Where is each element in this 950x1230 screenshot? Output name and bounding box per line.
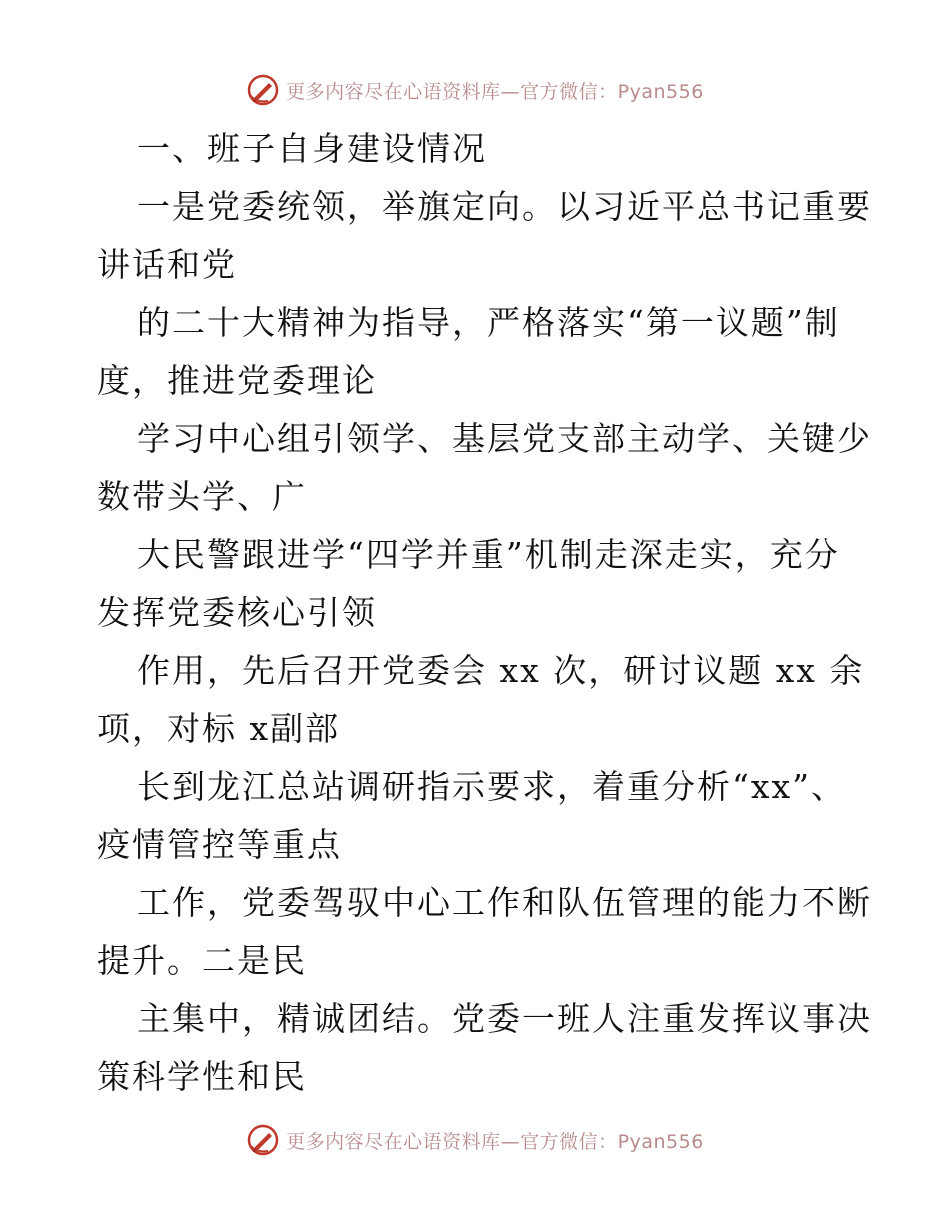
section-heading: 一、班子自身建设情况	[137, 129, 487, 168]
paragraph-3: 学习中心组引领学、基层党支部主动学、关键少 数带头学、广	[97, 419, 872, 516]
paragraph-2: 的二十大精神为指导，严格落实“第一议题”制 度，推进党委理论	[97, 303, 840, 400]
paragraph-6: 长到龙江总站调研指示要求，着重分析“xx”、 疫情管控等重点	[97, 767, 846, 864]
paragraph-4: 大民警跟进学“四学并重”机制走深走实，充分 发挥党委核心引领	[97, 535, 840, 632]
paragraph-7: 工作，党委驾驭中心工作和队伍管理的能力不断 提升。二是民	[97, 883, 872, 980]
pen-logo-icon	[246, 73, 280, 107]
header-banner-text: 更多内容尽在心语资料库—官方微信：Pyan556	[286, 80, 704, 103]
footer-banner	[0, 1120, 950, 1160]
pen-logo-icon	[246, 1123, 280, 1157]
header-banner	[0, 70, 950, 110]
paragraph-1: 一是党委统领，举旗定向。以习近平总书记重要 讲话和党	[97, 187, 872, 284]
footer-banner-text: 更多内容尽在心语资料库—官方微信：Pyan556	[286, 1130, 704, 1153]
paragraph-5: 作用，先后召开党委会 xx 次，研讨议题 xx 余 项，对标 x副部	[97, 651, 865, 748]
document-body	[97, 120, 872, 1106]
paragraph-8: 主集中，精诚团结。党委一班人注重发挥议事决 策科学性和民	[97, 999, 872, 1096]
